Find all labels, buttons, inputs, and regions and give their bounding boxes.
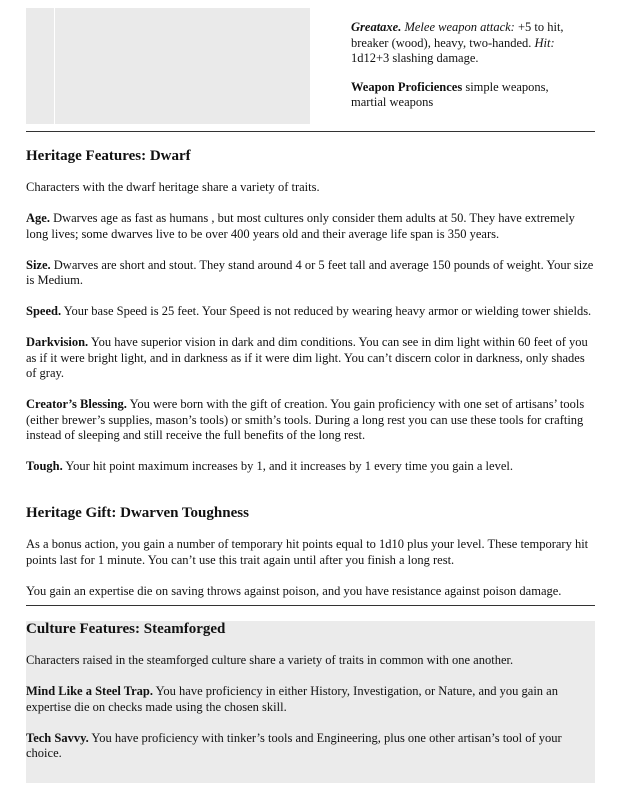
weapon-block	[351, 20, 586, 124]
section-divider	[26, 131, 595, 132]
heritage-gift-title: Heritage Gift: Dwarven Toughness	[26, 505, 249, 521]
trait-tech-savvy	[26, 731, 595, 762]
culture-intro: Characters raised in the steamforged culture share a variety of traits in common with one another.	[26, 653, 514, 667]
weapon-hit-text: 1d12+3 slashing damage.	[351, 51, 479, 65]
character-portrait-placeholder	[26, 8, 310, 124]
trait-text: Dwarves are short and stout. They stand around 4 or 5 feet tall and average 150 pounds of weight. Your size is Medium.	[26, 257, 594, 287]
trait-tough	[26, 459, 595, 475]
trait-name: Tech Savvy.	[26, 730, 89, 745]
heritage-gift-paragraph: As a bonus action, you gain a number of temporary hit points equal to 1d10 plus your level. These temporary hit points last for 1 minute. You can’t use this trait again until after you finish a long rest.	[26, 537, 589, 567]
trait-name: Mind Like a Steel Trap.	[26, 684, 153, 698]
trait-text: You have proficiency with tinker’s tools and Engineering, plus one other artisan’s tool of your choice.	[26, 730, 562, 760]
trait-name: Speed.	[26, 304, 62, 318]
weapon-hit-label: Hit:	[534, 35, 555, 50]
proficiencies-entry	[351, 80, 586, 111]
proficiencies-text: simple weapons, martial weapons	[351, 79, 549, 109]
weapon-name: Greataxe.	[351, 20, 402, 34]
trait-text: Your hit point maximum increases by 1, and it increases by 1 every time you gain a level.	[62, 459, 513, 473]
trait-name: Creator’s Blessing.	[26, 397, 127, 411]
trait-name: Size.	[26, 257, 51, 272]
heritage-intro: Characters with the dwarf heritage share a variety of traits.	[26, 180, 320, 194]
weapon-attack-type: Melee weapon attack:	[404, 20, 515, 34]
heritage-gift-section	[26, 504, 595, 615]
culture-section	[26, 620, 595, 777]
trait-speed	[26, 304, 595, 320]
trait-text: You have proficiency in either History, Investigation, or Nature, and you gain an expertise die on checks made using the chosen skill.	[26, 684, 558, 714]
weapon-entry	[351, 20, 586, 67]
trait-text: You were born with the gift of creation. You gain proficiency with one set of artisans’ tools (either brewer’s supplies, mason’s tools) or smith’s tools. During a long rest you can use these tools for crafting instead of sleeping and still receive the full benefits of the long rest.	[26, 397, 585, 442]
heritage-title: Heritage Features: Dwarf	[26, 148, 191, 164]
heritage-gift-paragraph: You gain an expertise die on saving throws against poison, and you have resistance against poison damage.	[26, 583, 562, 598]
section-divider	[26, 605, 595, 606]
trait-name: Tough.	[26, 459, 63, 473]
trait-creators-blessing	[26, 397, 595, 444]
trait-darkvision	[26, 335, 595, 382]
trait-name: Darkvision.	[26, 335, 89, 349]
portrait-frame-line	[54, 8, 55, 124]
proficiencies-label: Weapon Proficiences	[351, 79, 463, 94]
trait-age	[26, 211, 595, 242]
trait-text: You have superior vision in dark and dim conditions. You can see in dim light within 60 feet of you as if it were bright light, and in darkness as if it were dim light. You can’t discern color in darkness, only shades of gray.	[26, 335, 588, 380]
trait-text: Your base Speed is 25 feet. Your Speed is not reduced by wearing heavy armor or wielding tower shields.	[61, 304, 592, 318]
weapon-attack-text: +5 to hit, breaker (wood), heavy, two-handed.	[351, 20, 564, 50]
trait-size	[26, 258, 595, 289]
trait-name: Age.	[26, 211, 50, 225]
heritage-section	[26, 147, 595, 490]
trait-mind-like-a-steel-trap	[26, 684, 595, 715]
trait-text: Dwarves age as fast as humans , but most cultures only consider them adults at 50. They have extremely long lives; some dwarves live to be over 400 years old and their average life span is 350 years.	[26, 211, 575, 241]
culture-title: Culture Features: Steamforged	[26, 621, 226, 637]
